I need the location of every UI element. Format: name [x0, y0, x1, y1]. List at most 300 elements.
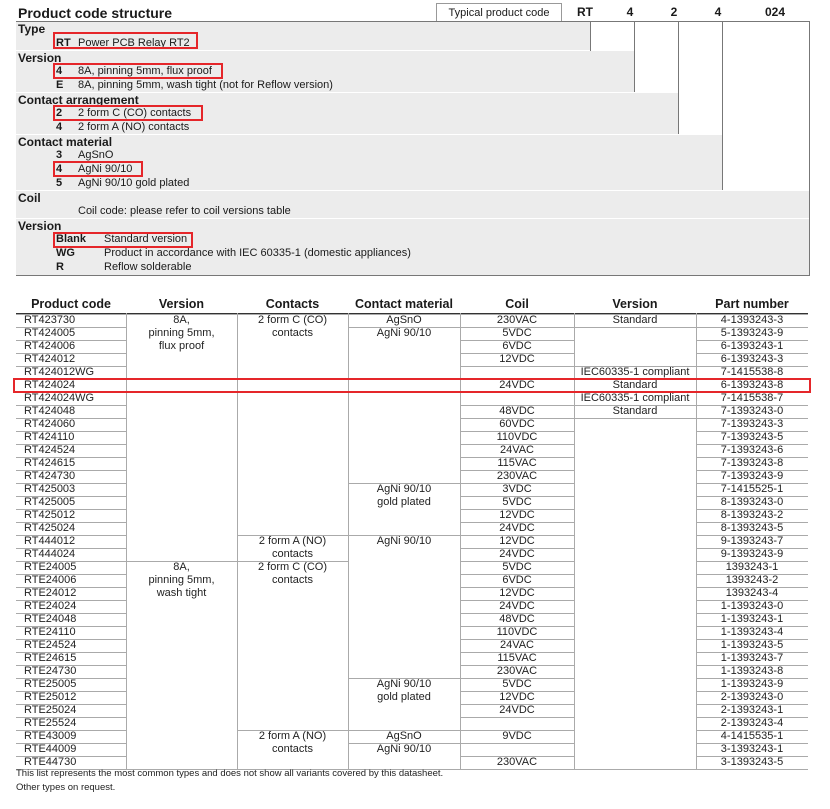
row-rule — [460, 665, 574, 666]
row-rule — [460, 405, 574, 406]
version2-cell: Standard — [612, 405, 658, 417]
part-number-cell: 7-1415525-1 — [720, 483, 784, 495]
contacts-cell: 2 form A (NO) — [258, 730, 327, 742]
group-rule — [348, 535, 460, 536]
row-rule — [16, 431, 126, 432]
part-number-cell: 7-1393243-9 — [720, 470, 784, 482]
row-rule — [696, 483, 808, 484]
row-rule — [696, 353, 808, 354]
row-rule — [460, 418, 574, 419]
row-code: R — [56, 261, 64, 273]
highlight-box — [53, 32, 198, 49]
row-rule — [16, 418, 126, 419]
product-code-cell: RT425012 — [24, 509, 76, 521]
part-number-cell: 9-1393243-7 — [720, 535, 784, 547]
coil-cell: 6VDC — [502, 574, 532, 586]
part-number-cell: 1-1393243-0 — [720, 600, 784, 612]
connector-line — [16, 275, 810, 276]
row-rule — [696, 470, 808, 471]
connector-line — [678, 21, 679, 134]
row-code: E — [56, 79, 64, 91]
part-number-cell: 3-1393243-1 — [720, 743, 784, 755]
coil-cell: 48VDC — [499, 405, 535, 417]
coil-cell: 24VDC — [499, 379, 535, 391]
row-code: 4 — [56, 163, 63, 175]
row-rule — [16, 730, 126, 731]
row-rule — [460, 327, 574, 328]
section-title: Version — [18, 219, 62, 233]
part-number-cell: 1-1393243-7 — [720, 652, 784, 664]
row-rule — [460, 431, 574, 432]
row-rule — [16, 652, 126, 653]
column-header: Part number — [715, 297, 789, 311]
coil-cell: 5VDC — [502, 561, 532, 573]
row-rule — [16, 353, 126, 354]
part-number-cell: 1-1393243-8 — [720, 665, 784, 677]
row-rule — [696, 548, 808, 549]
footnote: Other types on request. — [16, 782, 116, 793]
row-rule — [460, 314, 574, 315]
part-number-cell: 7-1393243-6 — [720, 444, 784, 456]
product-code-cell: RT425005 — [24, 496, 76, 508]
row-text: 8A, pinning 5mm, flux proof — [78, 65, 212, 77]
product-code-cell: RTE24615 — [24, 652, 77, 664]
row-rule — [460, 496, 574, 497]
product-code-cell: RTE24005 — [24, 561, 77, 573]
row-rule — [696, 418, 808, 419]
part-number-cell: 1393243-2 — [725, 574, 779, 586]
coil-cell: 60VDC — [499, 418, 535, 430]
column-header: Product code — [31, 297, 111, 311]
row-rule — [696, 691, 808, 692]
coil-cell: 24VAC — [499, 444, 535, 456]
row-rule — [16, 470, 126, 471]
product-code-cell: RTE24006 — [24, 574, 77, 586]
material-cell: AgNi 90/10 — [376, 483, 432, 495]
row-rule — [16, 457, 126, 458]
group-rule — [237, 535, 348, 536]
material-cell: AgNi 90/10 — [376, 535, 432, 547]
part-number-cell: 8-1393243-2 — [720, 509, 784, 521]
row-rule — [696, 730, 808, 731]
version2-cell: Standard — [612, 379, 658, 391]
row-code: Blank — [56, 233, 86, 245]
part-number-cell: 2-1393243-0 — [720, 691, 784, 703]
product-code-cell: RTE25012 — [24, 691, 77, 703]
part-number-cell: 1393243-4 — [725, 587, 779, 599]
coil-cell: 5VDC — [502, 678, 532, 690]
coil-cell: 5VDC — [502, 496, 532, 508]
row-rule — [16, 691, 126, 692]
material-cell: gold plated — [377, 691, 431, 703]
part-number-cell: 5-1393243-9 — [720, 327, 784, 339]
row-rule — [460, 743, 574, 744]
product-code-cell: RT424060 — [24, 418, 76, 430]
product-code-structure — [0, 0, 830, 290]
footnote: This list represents the most common types and does not show all variants covered by this datasheet. — [16, 768, 444, 779]
section-title: Version — [18, 51, 62, 65]
product-code-cell: RTE24730 — [24, 665, 77, 677]
row-text: AgSnO — [78, 149, 114, 161]
version-cell: pinning 5mm, — [148, 574, 215, 586]
highlight-box — [53, 161, 143, 177]
row-rule — [16, 314, 126, 315]
row-rule — [696, 340, 808, 341]
coil-cell: 12VDC — [499, 691, 535, 703]
row-code: WG — [56, 247, 75, 259]
part-number-cell: 7-1393243-5 — [720, 431, 784, 443]
product-code-cell: RT424730 — [24, 470, 76, 482]
row-rule — [696, 678, 808, 679]
group-rule — [348, 327, 460, 328]
product-code-cell: RTE25024 — [24, 704, 77, 716]
row-rule — [460, 691, 574, 692]
row-rule — [696, 457, 808, 458]
row-text: Coil code: please refer to coil versions table — [78, 205, 291, 217]
highlight-box — [53, 232, 193, 248]
group-rule — [237, 730, 348, 731]
product-code-cell: RTE24024 — [24, 600, 77, 612]
row-text: Reflow solderable — [104, 261, 192, 273]
coil-cell: 110VDC — [496, 626, 538, 638]
group-rule — [348, 314, 460, 315]
row-rule — [696, 509, 808, 510]
product-code-cell: RT424005 — [24, 327, 76, 339]
product-code-cell: RT424006 — [24, 340, 76, 352]
row-text: 2 form A (NO) contacts — [78, 121, 190, 133]
row-rule — [696, 366, 808, 367]
typical-code-part: 4 — [714, 5, 722, 19]
row-text: 8A, pinning 5mm, wash tight (not for Reflow version) — [78, 79, 333, 91]
material-cell: AgNi 90/10 — [376, 743, 432, 755]
product-code-cell: RTE24110 — [24, 626, 76, 638]
row-rule — [460, 717, 574, 718]
version-cell: 8A, — [173, 561, 190, 573]
row-rule — [460, 613, 574, 614]
typical-code-part: 024 — [764, 5, 786, 19]
row-rule — [696, 743, 808, 744]
part-number-cell: 1393243-1 — [725, 561, 779, 573]
row-rule — [16, 626, 126, 627]
product-code-cell: RT424024WG — [24, 392, 95, 404]
part-number-cell: 7-1393243-0 — [720, 405, 784, 417]
highlight-box — [53, 63, 223, 79]
part-number-cell: 1-1393243-4 — [720, 626, 784, 638]
contacts-cell: contacts — [272, 327, 313, 339]
row-rule — [696, 535, 808, 536]
row-rule — [460, 483, 574, 484]
group-rule — [574, 327, 696, 328]
product-code-cell: RTE24012 — [24, 587, 77, 599]
row-rule — [696, 587, 808, 588]
part-number-cell: 2-1393243-1 — [720, 704, 784, 716]
row-code: RT — [56, 37, 71, 49]
row-rule — [460, 561, 574, 562]
material-cell: AgNi 90/10 — [376, 327, 432, 339]
row-rule — [460, 574, 574, 575]
typical-code-label: Typical product code — [436, 3, 562, 21]
version2-cell: IEC60335-1 compliant — [580, 366, 690, 378]
structure-title: Product code structure — [18, 5, 173, 21]
part-number-cell: 9-1393243-9 — [720, 548, 784, 560]
row-code: 5 — [56, 177, 63, 189]
product-code-cell: RT425024 — [24, 522, 76, 534]
contacts-cell: contacts — [272, 548, 313, 560]
part-number-cell: 2-1393243-4 — [720, 717, 784, 729]
row-rule — [16, 678, 126, 679]
row-rule — [16, 665, 126, 666]
row-rule — [16, 639, 126, 640]
coil-cell: 230VAC — [496, 665, 538, 677]
row-rule — [696, 756, 808, 757]
row-rule — [696, 444, 808, 445]
product-code-cell: RT444024 — [24, 548, 76, 560]
coil-cell: 24VDC — [499, 522, 535, 534]
row-rule — [16, 535, 126, 536]
typical-code-part: 4 — [626, 5, 634, 19]
row-rule — [460, 587, 574, 588]
row-rule — [16, 548, 126, 549]
row-rule — [696, 522, 808, 523]
row-rule — [460, 366, 574, 367]
column-header: Version — [612, 297, 658, 311]
product-code-cell: RTE44730 — [24, 756, 77, 768]
row-rule — [460, 600, 574, 601]
row-code: 4 — [56, 65, 63, 77]
row-rule — [16, 600, 126, 601]
material-cell: AgSnO — [386, 730, 422, 742]
material-cell: AgSnO — [386, 314, 422, 326]
row-rule — [460, 340, 574, 341]
contacts-cell: 2 form C (CO) — [257, 561, 328, 573]
product-code-cell: RTE43009 — [24, 730, 77, 742]
row-rule — [696, 574, 808, 575]
row-text: AgNi 90/10 — [78, 163, 133, 175]
coil-cell: 9VDC — [502, 730, 532, 742]
coil-cell: 24VDC — [499, 704, 535, 716]
coil-cell: 48VDC — [499, 613, 535, 625]
row-rule — [460, 548, 574, 549]
group-rule — [237, 314, 348, 315]
row-rule — [16, 509, 126, 510]
section-coil — [16, 191, 810, 218]
contacts-cell: 2 form A (NO) — [258, 535, 327, 547]
row-rule — [460, 678, 574, 679]
group-rule — [126, 314, 237, 315]
group-rule — [348, 743, 460, 744]
row-rule — [460, 470, 574, 471]
row-rule — [696, 704, 808, 705]
row-rule — [460, 535, 574, 536]
row-rule — [460, 353, 574, 354]
row-code: 3 — [56, 149, 63, 161]
product-code-cell: RTE24048 — [24, 613, 77, 625]
row-rule — [16, 756, 126, 757]
version-cell: 8A, — [173, 314, 190, 326]
part-number-cell: 7-1393243-8 — [720, 457, 784, 469]
column-header: Version — [158, 297, 205, 311]
part-number-cell: 1-1393243-1 — [720, 613, 784, 625]
connector-line — [590, 21, 591, 51]
row-rule — [16, 561, 126, 562]
row-rule — [460, 704, 574, 705]
row-rule — [696, 717, 808, 718]
coil-cell: 24VDC — [499, 600, 535, 612]
row-rule — [696, 665, 808, 666]
section-title: Type — [18, 22, 46, 36]
part-number-cell: 6-1393243-3 — [720, 353, 784, 365]
column-header: Contacts — [265, 297, 320, 311]
part-number-cell: 3-1393243-5 — [720, 756, 784, 768]
row-rule — [460, 730, 574, 731]
typical-code-part: RT — [577, 5, 593, 19]
row-text: 2 form C (CO) contacts — [78, 107, 192, 119]
version-cell: wash tight — [156, 587, 207, 599]
typical-code-part: 2 — [670, 5, 678, 19]
row-code: 2 — [56, 107, 63, 119]
part-number-cell: 6-1393243-1 — [720, 340, 784, 352]
section-title: Contact material — [18, 135, 113, 149]
product-code-cell: RT444012 — [24, 535, 76, 547]
coil-cell: 110VDC — [496, 431, 538, 443]
product-code-cell: RTE24524 — [24, 639, 77, 651]
row-rule — [696, 405, 808, 406]
row-rule — [460, 639, 574, 640]
coil-cell: 24VAC — [499, 639, 535, 651]
coil-cell: 12VDC — [499, 353, 535, 365]
coil-cell: 115VAC — [497, 652, 537, 664]
product-code-cell: RT424024 — [24, 379, 76, 391]
row-rule — [16, 743, 126, 744]
row-rule — [460, 457, 574, 458]
version-cell: flux proof — [158, 340, 205, 352]
section-title: Contact arrangement — [18, 93, 139, 107]
row-rule — [16, 613, 126, 614]
row-rule — [696, 327, 808, 328]
product-code-cell: RT424110 — [24, 431, 75, 443]
coil-cell: 230VAC — [496, 756, 538, 768]
column-header: Coil — [505, 297, 529, 311]
connector-line — [809, 21, 810, 275]
row-rule — [696, 314, 808, 315]
row-rule — [696, 431, 808, 432]
row-rule — [460, 652, 574, 653]
coil-cell: 12VDC — [499, 509, 535, 521]
version-cell: pinning 5mm, — [148, 327, 215, 339]
part-number-cell: 8-1393243-0 — [720, 496, 784, 508]
row-text: Power PCB Relay RT2 — [78, 37, 190, 49]
row-rule — [696, 613, 808, 614]
row-rule — [16, 522, 126, 523]
row-rule — [696, 652, 808, 653]
group-rule — [348, 730, 460, 731]
row-rule — [696, 626, 808, 627]
group-rule — [348, 678, 460, 679]
group-rule — [574, 405, 696, 406]
connector-line — [634, 21, 635, 92]
row-code: 4 — [56, 121, 63, 133]
coil-cell: 3VDC — [502, 483, 532, 495]
part-number-cell: 1-1393243-5 — [720, 639, 784, 651]
row-rule — [460, 444, 574, 445]
row-text: Product in accordance with IEC 60335-1 (domestic appliances) — [104, 247, 411, 259]
coil-cell: 6VDC — [502, 340, 532, 352]
product-code-cell: RT424615 — [24, 457, 76, 469]
product-code-cell: RTE44009 — [24, 743, 77, 755]
row-text: Standard version — [104, 233, 188, 245]
row-rule — [16, 340, 126, 341]
part-number-cell: 7-1393243-3 — [720, 418, 784, 430]
product-code-cell: RT425003 — [24, 483, 76, 495]
row-rule — [696, 496, 808, 497]
highlighted-row-box — [13, 378, 811, 393]
row-rule — [16, 704, 126, 705]
row-rule — [16, 405, 126, 406]
coil-cell: 230VAC — [496, 314, 538, 326]
row-rule — [460, 522, 574, 523]
structure-header — [16, 3, 810, 22]
group-rule — [574, 418, 696, 419]
product-code-cell: RTE25005 — [24, 678, 77, 690]
coil-cell: 5VDC — [502, 327, 532, 339]
row-rule — [696, 600, 808, 601]
row-rule — [16, 483, 126, 484]
row-rule — [16, 444, 126, 445]
version2-cell: Standard — [612, 314, 658, 326]
row-rule — [460, 509, 574, 510]
part-number-cell: 1-1393243-9 — [720, 678, 784, 690]
coil-cell: 24VDC — [499, 548, 535, 560]
row-rule — [460, 756, 574, 757]
coil-cell: 12VDC — [499, 587, 535, 599]
group-rule — [574, 314, 696, 315]
part-number-cell: 7-1415538-7 — [720, 392, 784, 404]
version2-cell: IEC60335-1 compliant — [580, 392, 690, 404]
connector-line — [722, 21, 723, 190]
contacts-cell: contacts — [272, 743, 313, 755]
part-number-cell: 4-1415535-1 — [720, 730, 784, 742]
part-number-cell: 6-1393243-8 — [720, 379, 784, 391]
contacts-cell: contacts — [272, 574, 313, 586]
row-rule — [16, 717, 126, 718]
group-rule — [574, 366, 696, 367]
part-number-cell: 7-1415538-8 — [720, 366, 784, 378]
row-rule — [460, 626, 574, 627]
material-cell: AgNi 90/10 — [376, 678, 432, 690]
part-number-cell: 4-1393243-3 — [720, 314, 784, 326]
row-rule — [696, 639, 808, 640]
material-cell: gold plated — [377, 496, 431, 508]
row-text: AgNi 90/10 gold plated — [78, 177, 190, 189]
product-code-cell: RT424012 — [24, 353, 76, 365]
product-code-cell: RTE25524 — [24, 717, 77, 729]
product-code-cell: RT424048 — [24, 405, 76, 417]
row-rule — [16, 496, 126, 497]
group-rule — [126, 561, 237, 562]
section-title: Coil — [18, 191, 41, 205]
column-header: Contact material — [355, 297, 453, 311]
row-rule — [16, 574, 126, 575]
product-code-cell: RT424524 — [24, 444, 76, 456]
product-code-cell: RT423730 — [24, 314, 76, 326]
part-number-cell: 8-1393243-5 — [720, 522, 784, 534]
contacts-cell: 2 form C (CO) — [257, 314, 328, 326]
group-rule — [348, 483, 460, 484]
coil-cell: 230VAC — [496, 470, 538, 482]
group-rule — [237, 561, 348, 562]
coil-cell: 12VDC — [499, 535, 535, 547]
row-rule — [696, 561, 808, 562]
